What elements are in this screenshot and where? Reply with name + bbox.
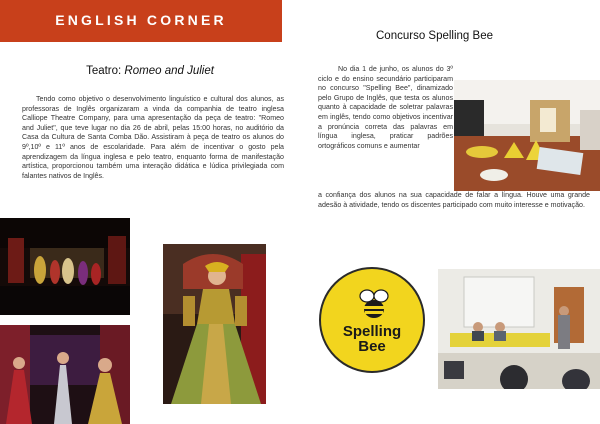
theatre-actors-photo <box>0 325 130 424</box>
queen-costume-photo <box>163 244 266 404</box>
classroom-contest-photo <box>438 269 600 389</box>
theatre-article-body: Tendo como objetivo o desenvolvimento linguístico e cultural dos alunos, as professoras de Inglês organizaram a vinda da companhia de teatro inglesa Calliope Theatre Company, para uma apresentação da peça de teatro: "Romeo and Juliet", que teve lugar no dia 26 de abril, pelas 15:00 horas, no auditório da Casa da Cultura de Santa Comba Dão. Assistiram à peça de teatro os alunos do 9º,10º e 11º anos de escolaridade. Para além de incentivar o gosto pela aprendizagem da língua inglesa e pelo teatro, enquanto forma de manifestação artística, proporcionou também uma interação didática e lúdica privilegiada com falantes nativos de Inglês. <box>22 95 284 180</box>
bee-icon <box>358 287 390 321</box>
theatre-stage-photo <box>0 218 130 315</box>
spelling-bee-body-top: No dia 1 de junho, os alunos do 3º ciclo e do ensino secundário participaram no concurso "Spelling Bee", dinamizado pelo Grupo de Inglês, que testa os alunos quanto à capacidade de soletrar palavras em inglês, tendo como objetivos incentivar a pronúncia correta das palavras em língua inglesa, praticar padrões ortográficos comuns e aumentar <box>318 65 453 150</box>
spelling-bee-body-bottom: a confiança dos alunos na sua capacidade de falar a língua. Houve uma grande adesão à atividade, tendo os discentes participado com muito interesse e motivação. <box>318 191 590 209</box>
logo-text-spelling: Spelling <box>342 323 402 340</box>
banner-title: ENGLISH CORNER <box>55 12 227 28</box>
theatre-title-prefix: Teatro: <box>86 65 125 77</box>
section-banner <box>0 0 282 42</box>
theatre-title-play: Romeo and Juliet <box>124 65 214 77</box>
spelling-bee-article-title: Concurso Spelling Bee <box>376 30 493 42</box>
theatre-article-title <box>20 65 280 77</box>
spelling-bee-table-photo <box>454 80 600 191</box>
spelling-bee-logo <box>319 267 425 373</box>
logo-text-bee: Bee <box>358 338 386 355</box>
